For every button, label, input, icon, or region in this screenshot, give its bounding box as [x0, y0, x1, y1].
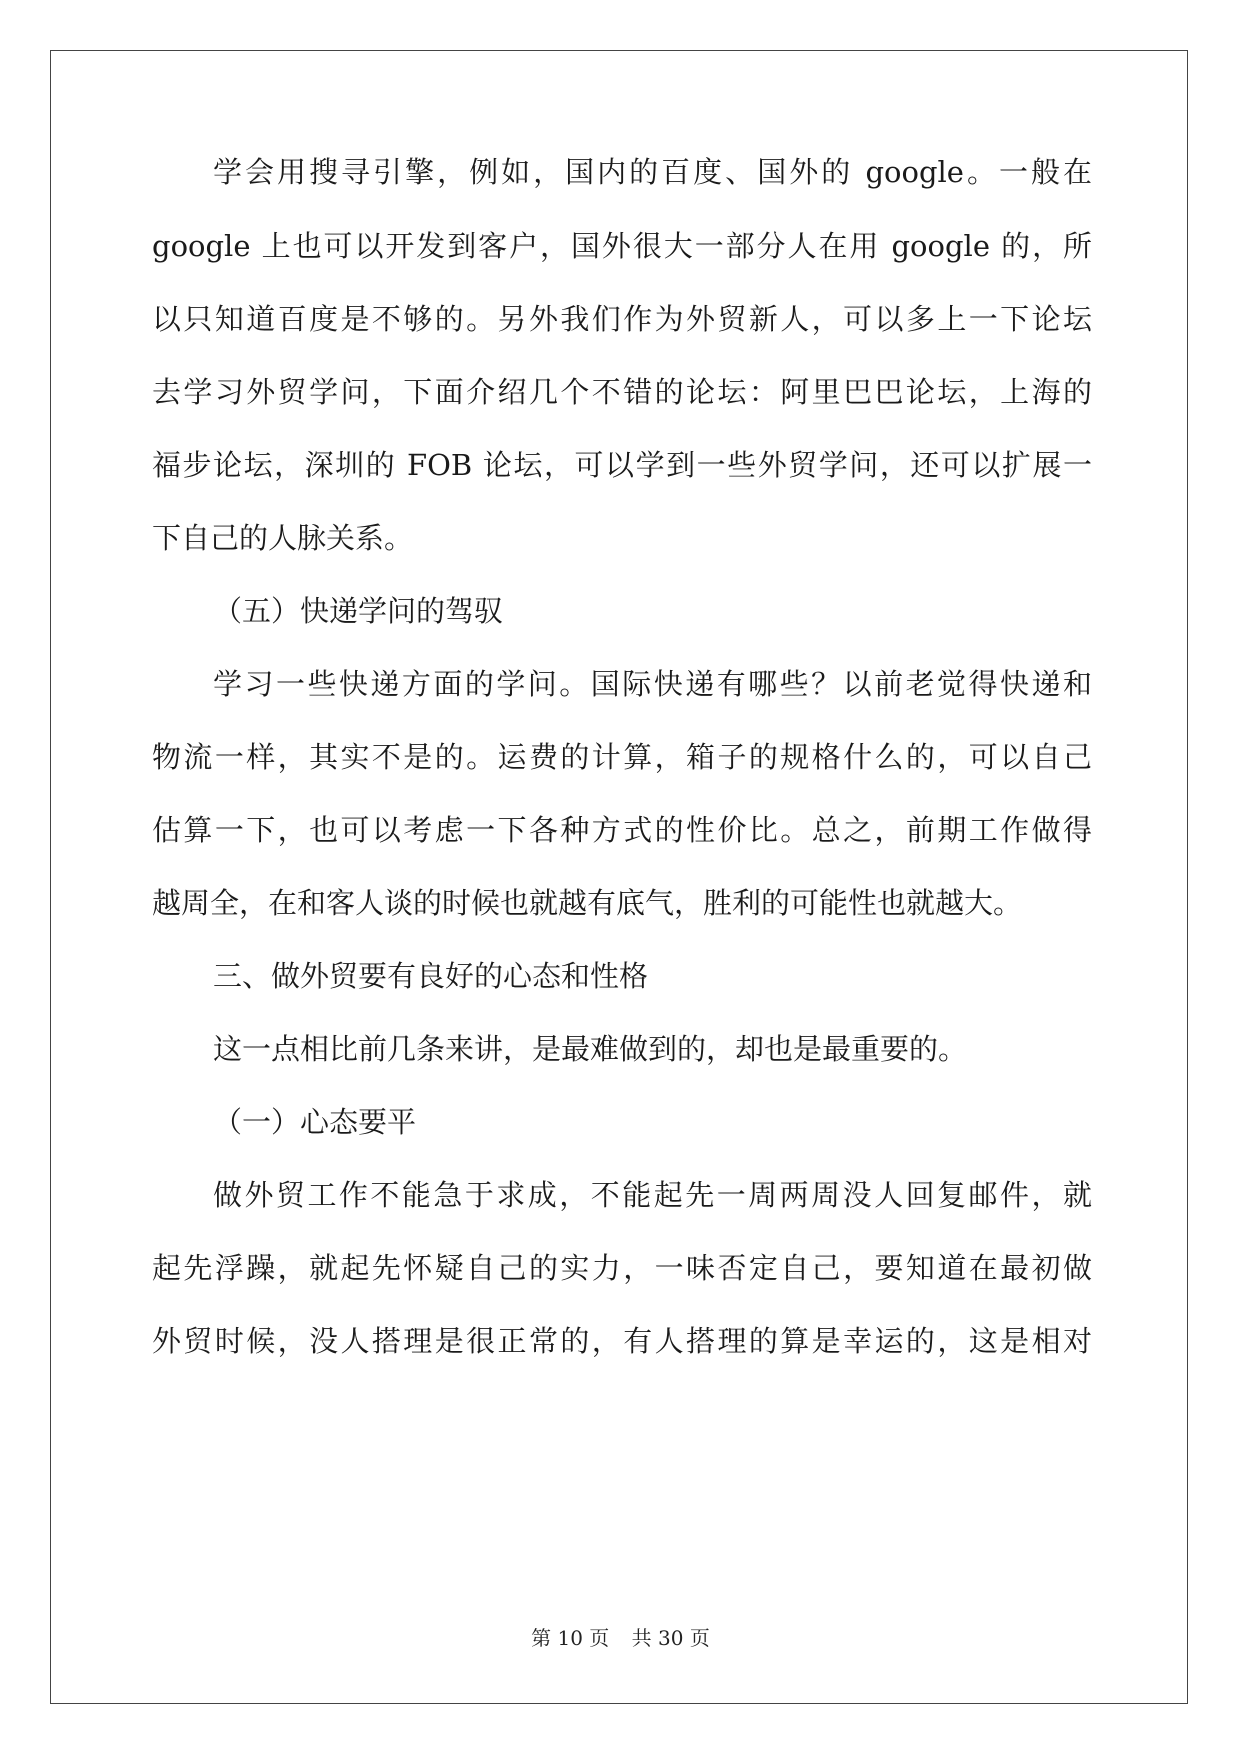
paragraph-line: 学会用搜寻引擎，例如，国内的百度、国外的 google。一般在 [213, 155, 1092, 189]
paragraph-line: 物流一样，其实不是的。运费的计算，箱子的规格什么的，可以自己 [152, 740, 1092, 774]
section-heading: 三、做外贸要有良好的心态和性格 [213, 959, 649, 993]
paragraph-line: 福步论坛，深圳的 FOB 论坛，可以学到一些外贸学问，还可以扩展一 [152, 448, 1092, 482]
section-heading: （五）快递学问的驾驭 [213, 594, 504, 628]
paragraph-line: 越周全，在和客人谈的时候也就越有底气，胜利的可能性也就越大。 [152, 886, 1023, 920]
paragraph-line: google 上也可以开发到客户，国外很大一部分人在用 google 的，所 [152, 229, 1092, 263]
paragraph-line: 外贸时候，没人搭理是很正常的，有人搭理的算是幸运的，这是相对 [152, 1324, 1092, 1358]
paragraph-line: 做外贸工作不能急于求成，不能起先一周两周没人回复邮件，就 [213, 1178, 1092, 1212]
section-heading: （一）心态要平 [213, 1105, 417, 1139]
paragraph-line: 去学习外贸学问，下面介绍几个不错的论坛：阿里巴巴论坛，上海的 [152, 375, 1092, 409]
paragraph-line: 估算一下，也可以考虑一下各种方式的性价比。总之，前期工作做得 [152, 813, 1092, 847]
page-total: 共 30 页 [631, 1626, 710, 1650]
page-footer [0, 1622, 1241, 1651]
page-number: 第 10 页 [531, 1626, 610, 1650]
paragraph-line: 以只知道百度是不够的。另外我们作为外贸新人，可以多上一下论坛 [152, 302, 1092, 336]
paragraph-line: 学习一些快递方面的学问。国际快递有哪些？以前老觉得快递和 [213, 667, 1092, 701]
paragraph-line: 起先浮躁，就起先怀疑自己的实力，一味否定自己，要知道在最初做 [152, 1251, 1092, 1285]
paragraph-line: 下自己的人脉关系。 [152, 521, 414, 555]
paragraph-line: 这一点相比前几条来讲，是最难做到的，却也是最重要的。 [213, 1032, 968, 1066]
